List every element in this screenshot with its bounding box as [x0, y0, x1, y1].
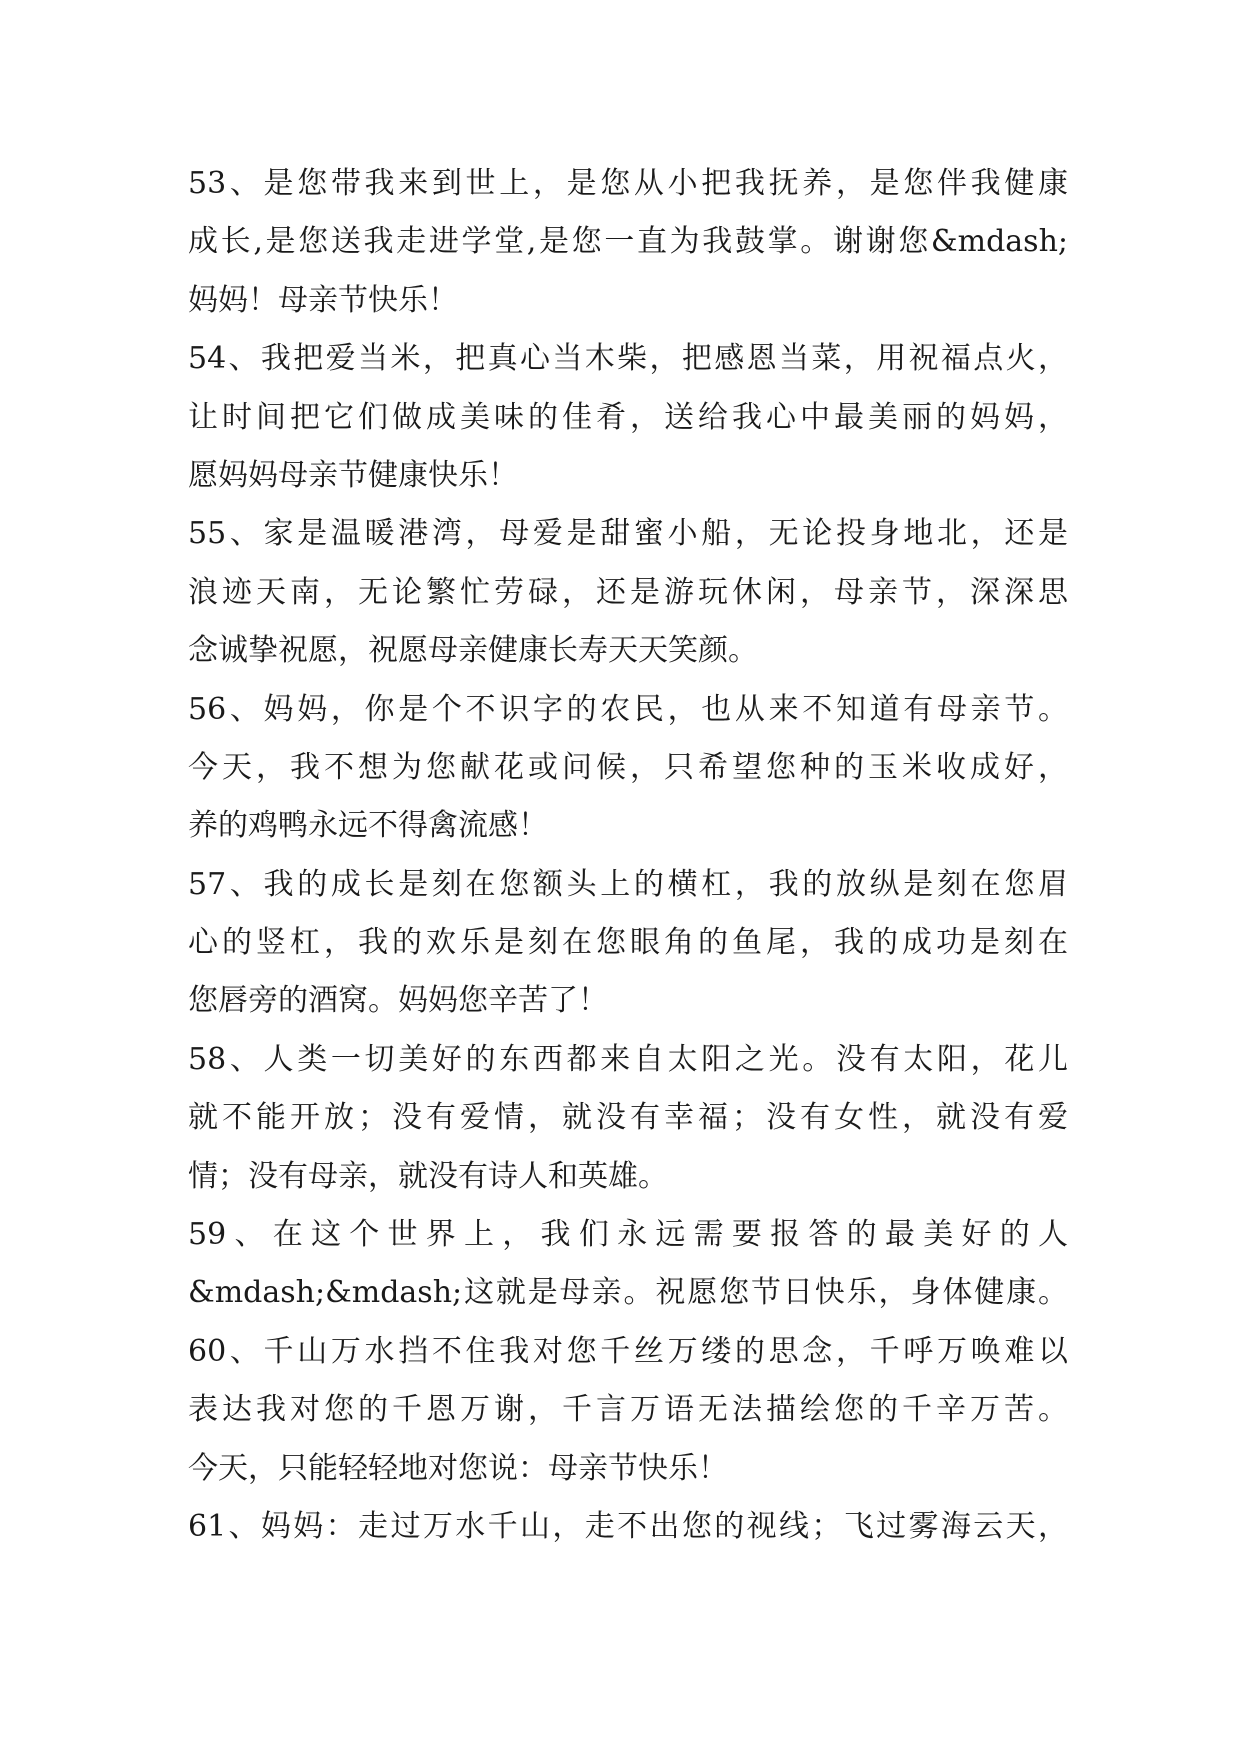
- text-line: 57、我的成长是刻在您额头上的横杠，我的放纵是刻在您眉: [188, 866, 1068, 902]
- text-line: 养的鸡鸭永远不得禽流感！: [188, 808, 548, 844]
- text-line: 就不能开放；没有爱情，就没有幸福；没有女性，就没有爱: [188, 1100, 1068, 1136]
- text-line: 56、妈妈，你是个不识字的农民，也从来不知道有母亲节。: [188, 691, 1068, 727]
- text-line: 心的竖杠，我的欢乐是刻在您眼角的鱼尾，我的成功是刻在: [188, 925, 1068, 961]
- text-line: 今天，只能轻轻地对您说：母亲节快乐！: [188, 1450, 728, 1486]
- text-line: 今天，我不想为您献花或问候，只希望您种的玉米收成好，: [188, 749, 1068, 785]
- text-line: 浪迹天南，无论繁忙劳碌，还是游玩休闲，母亲节，深深思: [188, 574, 1068, 610]
- document-body: [188, 155, 1068, 1556]
- text-line: 念诚挚祝愿，祝愿母亲健康长寿天天笑颜。: [188, 633, 758, 669]
- text-line: 表达我对您的千恩万谢，千言万语无法描绘您的千辛万苦。: [188, 1392, 1068, 1428]
- text-line: 愿妈妈母亲节健康快乐！: [188, 457, 518, 493]
- text-line: 情；没有母亲，就没有诗人和英雄。: [188, 1158, 668, 1194]
- text-line: 58、人类一切美好的东西都来自太阳之光。没有太阳，花儿: [188, 1041, 1068, 1077]
- text-line: 54、我把爱当米，把真心当木柴，把感恩当菜，用祝福点火，: [188, 341, 1068, 377]
- text-line: &mdash;&mdash;这就是母亲。祝愿您节日快乐，身体健康。: [188, 1275, 1068, 1311]
- text-line: 成长,是您送我走进学堂,是您一直为我鼓掌。谢谢您&mdash;: [188, 224, 1068, 260]
- text-line: 59、在这个世界上，我们永远需要报答的最美好的人: [188, 1217, 1068, 1253]
- text-line: 53、是您带我来到世上，是您从小把我抚养，是您伴我健康: [188, 166, 1068, 201]
- text-line: 61、妈妈：走过万水千山，走不出您的视线；飞过雾海云天，: [188, 1508, 1068, 1544]
- text-line: 妈妈！母亲节快乐！: [188, 282, 458, 318]
- text-line: 让时间把它们做成美味的佳肴，送给我心中最美丽的妈妈，: [188, 399, 1068, 435]
- text-line: 您唇旁的酒窝。妈妈您辛苦了！: [188, 983, 608, 1019]
- text-line: 60、千山万水挡不住我对您千丝万缕的思念，千呼万唤难以: [188, 1333, 1068, 1369]
- text-line: 55、家是温暖港湾，母爱是甜蜜小船，无论投身地北，还是: [188, 516, 1068, 552]
